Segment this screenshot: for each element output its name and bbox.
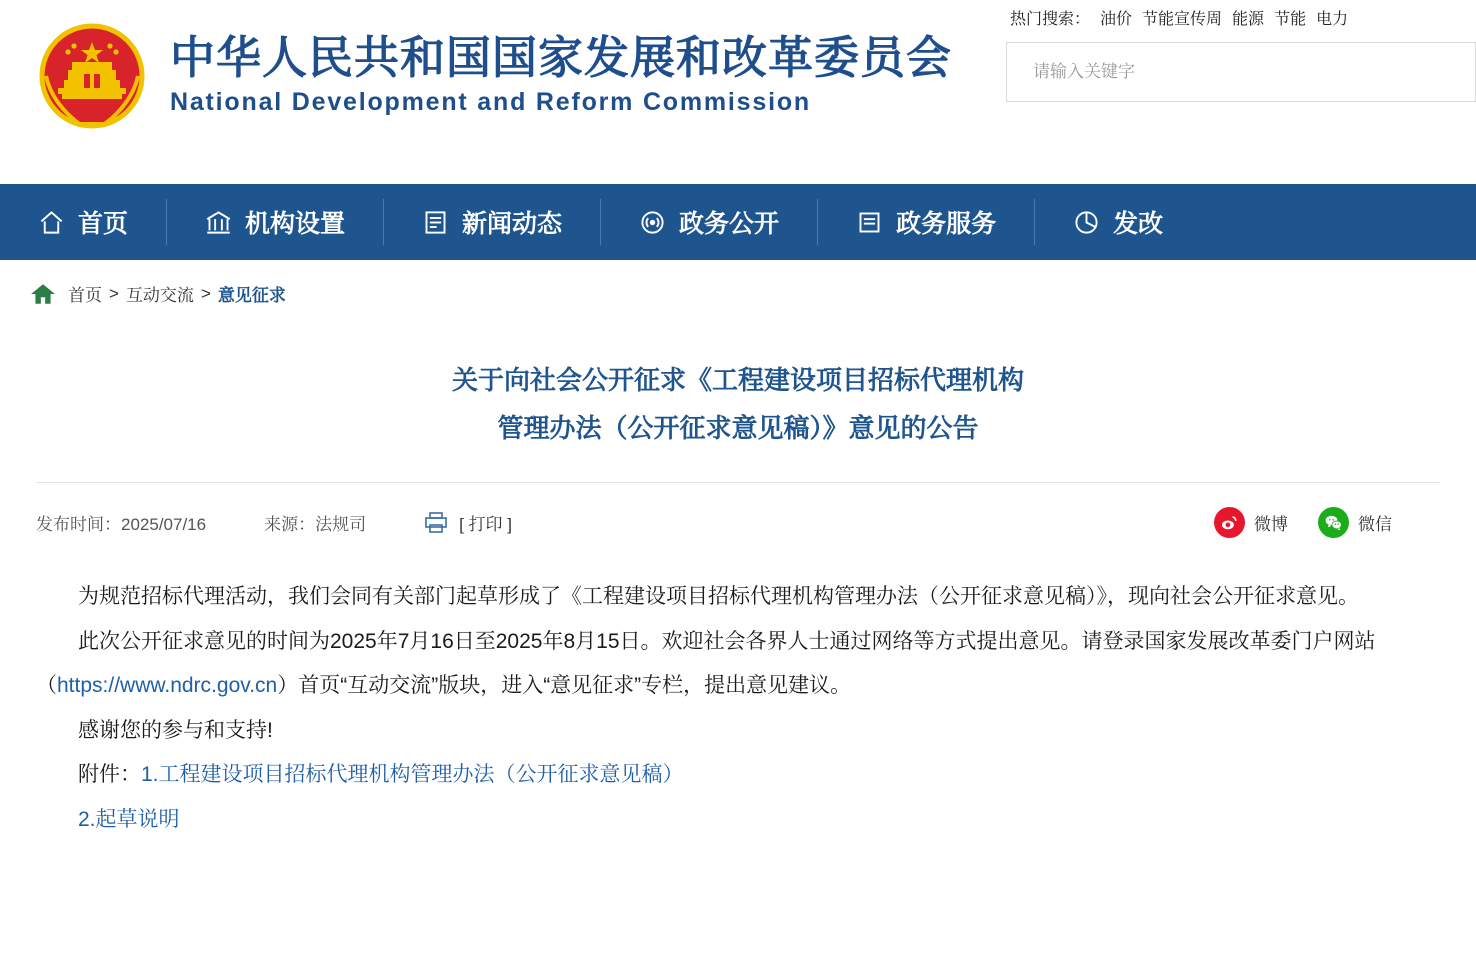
nav-label-news: 新闻动态	[462, 210, 563, 238]
paragraph-2-prefix: 此次公开征求意见的时间为2025年7月16日至2025年8月15日。欢迎社会各界人士通过网络等方式提出意见。请登录国家发展改革委门户网站（	[36, 629, 1376, 698]
printer-icon	[424, 511, 448, 533]
nav-label-home: 首页	[78, 210, 129, 238]
site-title-en: National Development and Reform Commission	[170, 88, 811, 117]
breadcrumb	[0, 260, 1476, 328]
news-icon	[422, 209, 449, 236]
pie-icon	[1073, 209, 1100, 236]
share-group	[1214, 507, 1392, 538]
breadcrumb-current: 意见征求	[217, 286, 286, 305]
site-header	[0, 0, 1476, 184]
publish-time	[36, 510, 206, 535]
search-area	[1006, 6, 1476, 102]
list-icon	[856, 209, 883, 236]
hot-search-item-2[interactable]: 节能宣传周	[1142, 11, 1223, 28]
nav-item-org[interactable]	[166, 199, 383, 245]
paragraph-2	[36, 620, 1440, 709]
attachment-line-1	[36, 753, 1440, 798]
nav-item-reform[interactable]	[1034, 199, 1201, 245]
breadcrumb-item-interaction[interactable]: 互动交流	[125, 286, 194, 305]
attachment-label: 附件：	[78, 763, 141, 787]
nav-label-disclosure: 政务公开	[679, 210, 780, 238]
source-value: 法规司	[315, 514, 367, 534]
print-label: [ 打印 ]	[459, 514, 512, 534]
breadcrumb-separator-1: >	[109, 283, 119, 303]
nav-label-reform: 发改	[1113, 210, 1164, 238]
share-wechat[interactable]	[1318, 507, 1392, 538]
site-title-cn: 中华人民共和国国家发展和改革委员会	[170, 32, 953, 83]
hot-search-item-5[interactable]: 电力	[1316, 11, 1349, 28]
hot-search-item-3[interactable]: 能源	[1232, 11, 1265, 28]
page-title	[36, 328, 1440, 482]
page-title-line1: 关于向社会公开征求《工程建设项目招标代理机构	[451, 365, 1024, 395]
attachment-link-1[interactable]: 1.工程建设项目招标代理机构管理办法（公开征求意见稿）	[141, 763, 684, 787]
wechat-icon	[1318, 507, 1349, 538]
paragraph-3: 感谢您的参与和支持!	[78, 718, 273, 742]
bank-icon	[205, 209, 232, 236]
share-wechat-label: 微信	[1358, 514, 1392, 534]
nav-item-home[interactable]	[0, 199, 166, 245]
print-button[interactable]	[424, 510, 512, 535]
breadcrumb-item-home[interactable]: 首页	[68, 286, 102, 305]
nav-label-org: 机构设置	[245, 210, 346, 238]
article-body	[36, 561, 1440, 842]
search-box[interactable]	[1006, 42, 1476, 102]
article-meta	[36, 483, 1440, 561]
ndrc-website-link[interactable]: https://www.ndrc.gov.cn	[57, 674, 278, 698]
publish-time-label: 发布时间：	[36, 514, 121, 534]
paragraph-1: 为规范招标代理活动，我们会同有关部门起草形成了《工程建设项目招标代理机构管理办法（公开征求意见稿）》，现向社会公开征求意见。	[78, 585, 1359, 609]
hot-search-item-1[interactable]: 油价	[1100, 11, 1133, 28]
attachment-link-2[interactable]: 2.起草说明	[78, 807, 180, 831]
paragraph-2-suffix: ）首页“互动交流”版块，进入“意见征求”专栏，提出意见建议。	[277, 674, 852, 698]
article	[0, 328, 1476, 842]
home-icon	[38, 209, 65, 236]
attachment-line-2	[36, 798, 1440, 843]
share-weibo-label: 微博	[1254, 514, 1288, 534]
search-input[interactable]	[1007, 43, 1475, 101]
source-label: 来源：	[264, 514, 316, 534]
nav-item-disclosure[interactable]	[600, 199, 817, 245]
broadcast-icon	[639, 209, 666, 236]
national-emblem-icon	[28, 18, 156, 146]
hot-search-label: 热门搜索：	[1010, 11, 1091, 28]
home-filled-icon	[30, 281, 56, 307]
nav-item-news[interactable]	[383, 199, 600, 245]
source	[264, 510, 366, 535]
page-title-line2: 管理办法（公开征求意见稿）》意见的公告	[497, 413, 979, 444]
weibo-icon	[1214, 507, 1245, 538]
main-nav	[0, 184, 1476, 260]
nav-item-service[interactable]	[817, 199, 1034, 245]
hot-search-row	[1006, 6, 1476, 29]
nav-label-service: 政务服务	[896, 210, 997, 238]
hot-search-item-4[interactable]: 节能	[1274, 11, 1307, 28]
publish-time-value: 2025/07/16	[121, 514, 207, 534]
site-brand	[170, 30, 1030, 117]
breadcrumb-separator-2: >	[200, 283, 211, 303]
share-weibo[interactable]	[1214, 507, 1288, 538]
